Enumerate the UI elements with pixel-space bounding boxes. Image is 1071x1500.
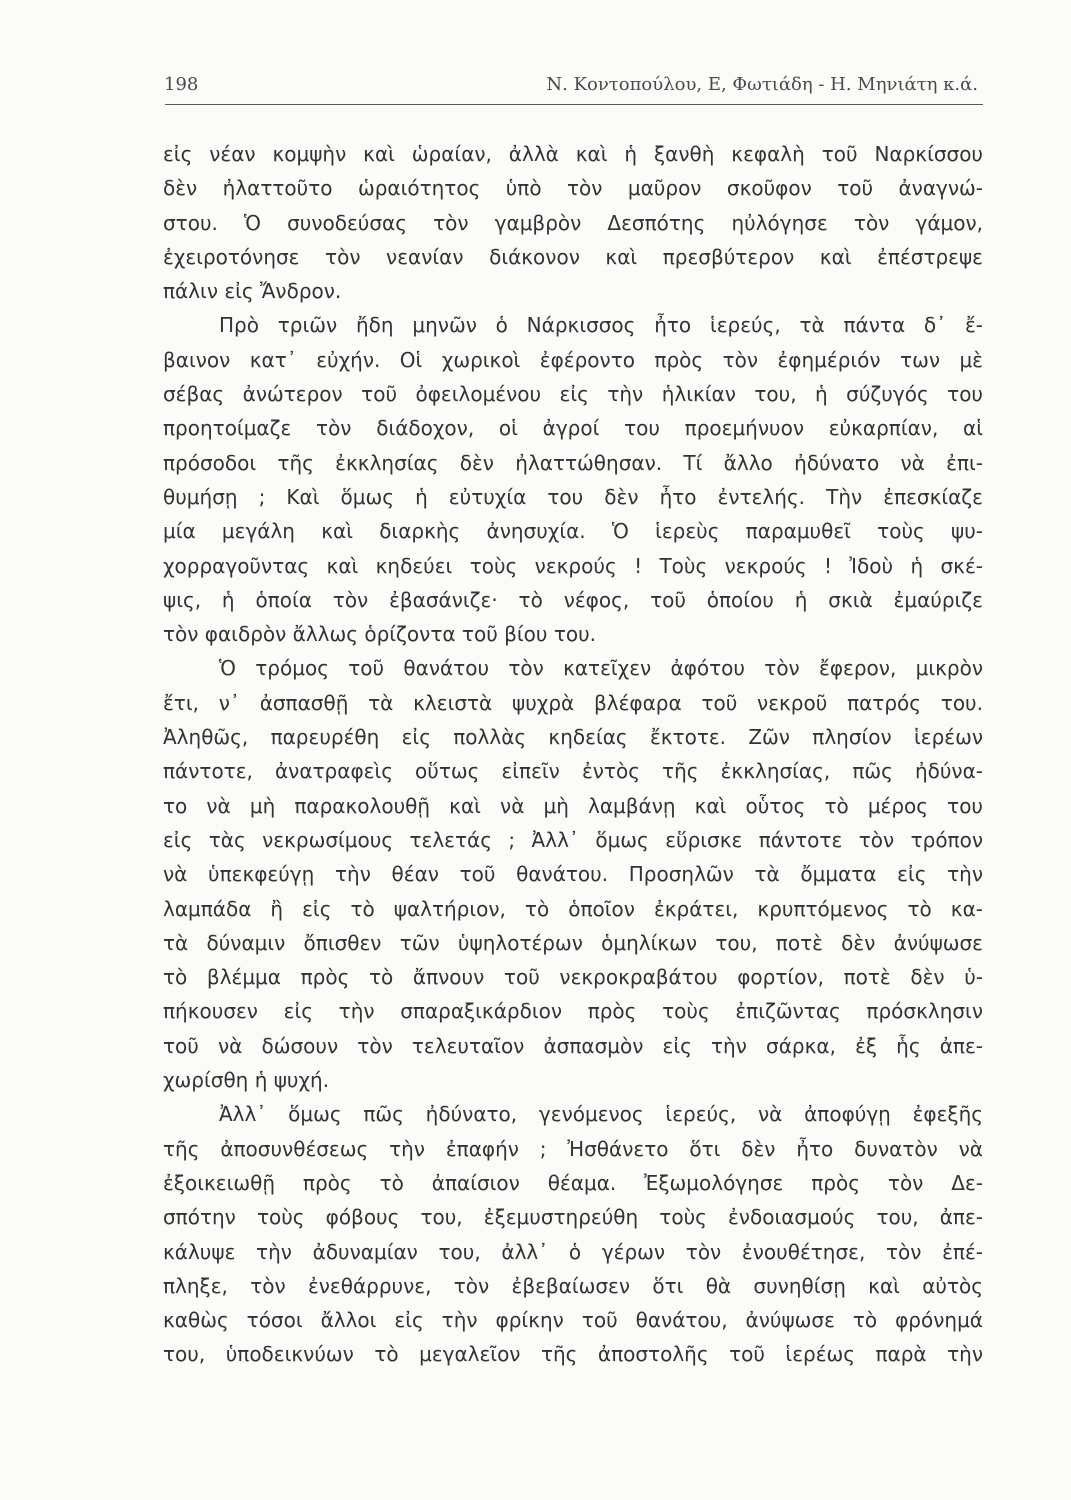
text-line: εἰς τὰς νεκρωσίμους τελετάς ; Ἀλλ᾽ ὅμως εὕρισκε πάντοτε τὸν τρόπον <box>163 827 983 852</box>
text-line: Ἀληθῶς, παρευρέθη εἰς πολλὰς κηδείας ἔκτοτε. Ζῶν πλησίον ἱερέων <box>163 725 983 750</box>
text-line: τὸ βλέμμα πρὸς τὸ ἄπνουν τοῦ νεκροκραβάτου φορτίον, ποτὲ δὲν ὑ- <box>163 965 983 990</box>
text-line: σέβας ἀνώτερον τοῦ ὀφειλομένου εἰς τὴν ἡλικίαν του, ἡ σύζυγός του <box>163 382 983 407</box>
text-line: χωρίσθη ἡ ψυχή. <box>163 1068 330 1093</box>
body-text <box>163 137 983 1372</box>
text-line: Ὁ τρόμος τοῦ θανάτου τὸν κατεῖχεν ἀφότου τὸν ἔφερον, μικρὸν <box>219 656 983 681</box>
text-line: λαμπάδα ἢ εἰς τὸ ψαλτήριον, τὸ ὁποῖον ἐκράτει, κρυπτόμενος τὸ κα- <box>163 896 983 921</box>
text-line: πάντοτε, ἀνατραφεὶς οὕτως εἰπεῖν ἐντὸς τῆς ἐκκλησίας, πῶς ἠδύνα- <box>163 759 983 784</box>
page-header <box>164 70 984 104</box>
text-line: σπότην τοὺς φόβους του, ἐξεμυστηρεύθη τοὺς ἐνδοιασμούς του, ἀπε- <box>163 1205 983 1230</box>
text-line: πάλιν εἰς Ἄνδρον. <box>163 279 342 304</box>
text-line: πρόσοδοι τῆς ἐκκλησίας δὲν ἠλαττώθησαν. Τί ἄλλο ἠδύνατο νὰ ἐπι- <box>163 450 983 475</box>
text-line: πληξε, τὸν ἐνεθάρρυνε, τὸν ἐβεβαίωσεν ὅτι θὰ συνηθίσῃ καὶ αὐτὸς <box>163 1273 983 1298</box>
text-line: εἰς νέαν κομψὴν καὶ ὡραίαν, ἀλλὰ καὶ ἡ ξανθὴ κεφαλὴ τοῦ Ναρκίσσου <box>163 142 983 166</box>
text-line: τὰ δύναμιν ὄπισθεν τῶν ὑψηλοτέρων ὁμηλίκων του, ποτὲ δὲν ἀνύψωσε <box>163 930 983 955</box>
text-line: Πρὸ τριῶν ἤδη μηνῶν ὁ Νάρκισσος ἦτο ἱερεύς, τὰ πάντα δ᾽ ἔ- <box>219 313 983 338</box>
text-line: στου. Ὁ συνοδεύσας τὸν γαμβρὸν Δεσπότης ηὐλόγησε τὸν γάμον, <box>163 210 983 235</box>
page-number: 198 <box>164 74 199 95</box>
text-line: ἐξοικειωθῇ πρὸς τὸ ἀπαίσιον θέαμα. Ἐξωμολόγησε πρὸς τὸν Δε- <box>163 1170 983 1195</box>
text-line: του, ὑποδεικνύων τὸ μεγαλεῖον τῆς ἀποστολῆς τοῦ ἱερέως παρὰ τὴν <box>163 1342 983 1367</box>
text-line: δὲν ἠλαττοῦτο ὡραιότητος ὑπὸ τὸν μαῦρον σκοῦφον τοῦ ἀναγνώ- <box>163 176 983 201</box>
running-head: Ν. Κοντοπούλου, Ε, Φωτιάδη - Η. Μηνιάτη κ.ά. <box>546 74 978 95</box>
text-line: θυμήσῃ ; Καὶ ὅμως ἡ εὐτυχία του δὲν ἦτο ἐντελής. Τὴν ἐπεσκίαζε <box>163 484 983 509</box>
text-line: νὰ ὑπεκφεύγῃ τὴν θέαν τοῦ θανάτου. Προσηλῶν τὰ ὄμματα εἰς τὴν <box>163 862 983 887</box>
text-line: Ἀλλ᾽ ὅμως πῶς ἠδύνατο, γενόμενος ἱερεύς, νὰ ἀποφύγῃ ἐφεξῆς <box>219 1102 983 1127</box>
text-line: ἔτι, ν᾽ ἀσπασθῇ τὰ κλειστὰ ψυχρὰ βλέφαρα τοῦ νεκροῦ πατρός του. <box>163 690 983 715</box>
text-line: καθὼς τόσοι ἄλλοι εἰς τὴν φρίκην τοῦ θανάτου, ἀνύψωσε τὸ φρόνημά <box>163 1308 983 1333</box>
text-line: κάλυψε τὴν ἀδυναμίαν του, ἀλλ᾽ ὁ γέρων τὸν ἐνουθέτησε, τὸν ἐπέ- <box>163 1239 983 1264</box>
text-line: ἐχειροτόνησε τὸν νεανίαν διάκονον καὶ πρεσβύτερον καὶ ἐπέστρεψε <box>163 244 983 269</box>
text-line: τῆς ἀποσυνθέσεως τὴν ἐπαφήν ; Ἠσθάνετο ὅτι δὲν ἦτο δυνατὸν νὰ <box>163 1136 983 1161</box>
text-line: ψις, ἡ ὁποία τὸν ἐβασάνιζε· τὸ νέφος, τοῦ ὁποίου ἡ σκιὰ ἐμαύριζε <box>163 587 983 612</box>
text-line: μία μεγάλη καὶ διαρκὴς ἀνησυχία. Ὁ ἱερεὺς παραμυθεῖ τοὺς ψυ- <box>163 519 983 544</box>
text-line: το νὰ μὴ παρακολουθῇ καὶ νὰ μὴ λαμβάνῃ καὶ οὗτος τὸ μέρος του <box>163 793 983 818</box>
text-line: τὸν φαιδρὸν ἄλλως ὁρίζοντα τοῦ βίου του. <box>163 622 597 647</box>
text-line: τοῦ νὰ δώσουν τὸν τελευταῖον ἀσπασμὸν εἰς τὴν σάρκα, ἐξ ἧς ἀπε- <box>163 1033 983 1058</box>
text-line: προητοίμαζε τὸν διάδοχον, οἱ ἀγροί του προεμήνυον εὐκαρπίαν, αἱ <box>163 416 983 441</box>
text-line: πήκουσεν εἰς τὴν σπαραξικάρδιον πρὸς τοὺς ἐπιζῶντας πρόσκλησιν <box>163 999 983 1024</box>
text-line: χορραγοῦντας καὶ κηδεύει τοὺς νεκρούς ! Τοὺς νεκρούς ! Ἰδοὺ ἡ σκέ- <box>163 553 983 578</box>
header-rule <box>165 104 983 105</box>
text-line: βαινον κατ᾽ εὐχήν. Οἱ χωρικοὶ ἐφέροντο πρὸς τὸν ἐφημέριόν των μὲ <box>163 347 983 372</box>
